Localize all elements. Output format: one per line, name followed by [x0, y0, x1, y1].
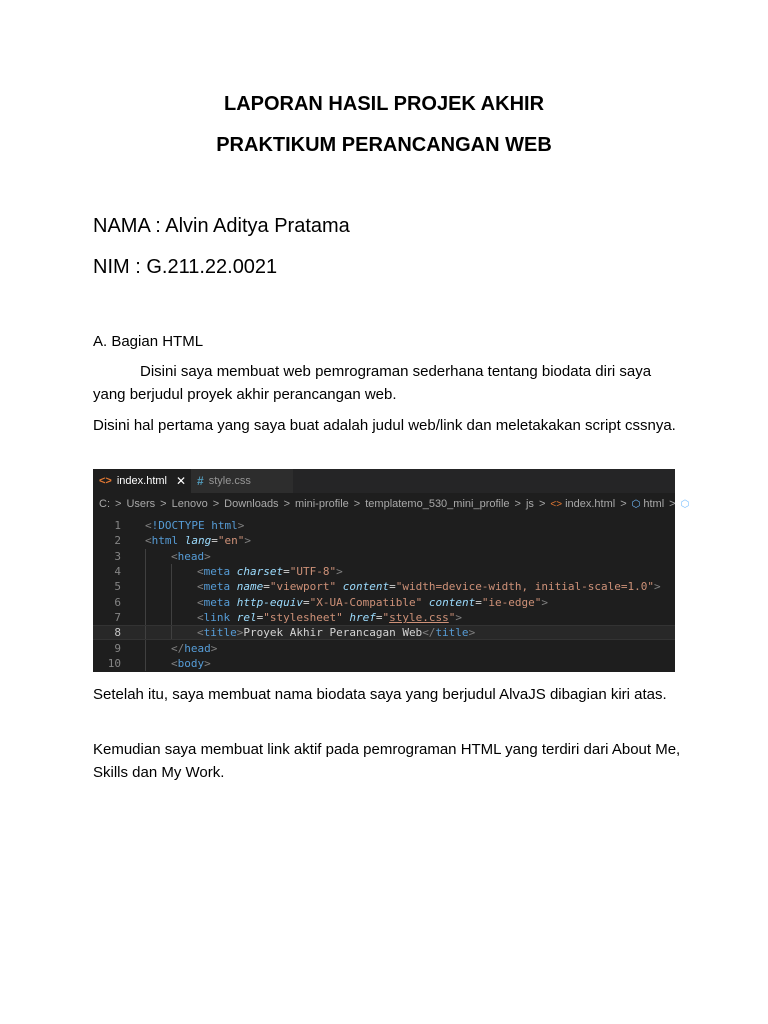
chevron-right-icon: > — [115, 498, 122, 510]
code-editor-screenshot — [93, 469, 690, 672]
breadcrumb-item[interactable]: js — [525, 498, 534, 510]
tab-index-html[interactable] — [93, 469, 191, 493]
indent-guide — [145, 594, 146, 609]
breadcrumb-item[interactable]: html — [643, 498, 665, 510]
code-text: <!DOCTYPE html> — [145, 519, 245, 533]
chevron-right-icon: > — [160, 498, 167, 510]
code-text: </head> — [171, 641, 218, 655]
tab-style-css[interactable] — [191, 469, 293, 493]
css-file-icon: # — [197, 474, 204, 488]
code-text: <title>Proyek Akhir Perancagan Web</title> — [197, 626, 476, 640]
section-heading: A. Bagian HTML — [93, 333, 204, 350]
code-text: <meta http-equiv="X-UA-Compatible" content="ie-edge"> — [197, 595, 549, 609]
html-file-icon: <> — [99, 475, 112, 487]
line-number: 1 — [114, 519, 121, 533]
chevron-right-icon: > — [353, 498, 361, 510]
code-line[interactable] — [93, 594, 675, 609]
indent-guide — [145, 610, 146, 625]
code-area[interactable] — [93, 515, 675, 671]
breadcrumb-item[interactable]: templatemo_530_mini_profile — [365, 498, 510, 510]
line-number: 5 — [114, 580, 121, 594]
code-text: <meta name="viewport" content="width=device-width, initial-scale=1.0"> — [197, 580, 661, 594]
document-title-line-1: LAPORAN HASIL PROJEK AKHIR — [223, 93, 545, 115]
breadcrumb — [93, 493, 690, 515]
paragraph-intro-text: Disini saya membuat web pemrograman sederhana tentang biodata diri saya yang berjudul proyek akhir perancangan web. — [93, 363, 652, 403]
breadcrumb-item[interactable]: mini-profile — [295, 498, 349, 510]
indent-guide — [171, 579, 172, 594]
indent-guide — [145, 626, 146, 639]
paragraph-first-step: Disini hal pertama yang saya buat adalah judul web/link dan meletakakan script cssnya. — [93, 417, 676, 434]
code-line[interactable] — [93, 640, 675, 655]
indent-guide — [171, 564, 172, 579]
code-line[interactable] — [93, 564, 675, 579]
student-nim: NIM : G.211.22.0021 — [93, 256, 278, 278]
breadcrumb-item[interactable]: C: — [99, 498, 110, 510]
line-number: 8 — [114, 626, 121, 640]
indent-guide — [145, 564, 146, 579]
code-line[interactable] — [93, 610, 675, 625]
indent-guide — [145, 656, 146, 671]
indent-guide — [171, 626, 172, 639]
line-number: 7 — [114, 610, 121, 624]
code-line[interactable] — [93, 656, 675, 671]
code-text: <meta charset="UTF-8"> — [197, 565, 343, 579]
element-icon: ⬡ — [631, 498, 641, 510]
breadcrumb-item[interactable]: Downloads — [224, 498, 279, 510]
indent-guide — [171, 594, 172, 609]
student-name: NAMA : Alvin Aditya Pratama — [93, 215, 350, 237]
tab-label: index.html — [116, 475, 167, 487]
line-number: 9 — [114, 641, 121, 655]
chevron-right-icon: > — [669, 498, 676, 510]
code-text: <body> — [171, 656, 211, 670]
indent-guide — [171, 610, 172, 625]
paragraph-active-links: Kemudian saya membuat link aktif pada pemrograman HTML yang terdiri dari About Me, Skills dan My Work. — [93, 741, 681, 781]
code-line[interactable] — [93, 549, 675, 564]
breadcrumb-item[interactable]: Lenovo — [171, 498, 208, 510]
chevron-right-icon: > — [514, 498, 521, 510]
breadcrumb-item[interactable]: index.html — [565, 498, 616, 510]
line-number: 3 — [114, 549, 121, 563]
indent-guide — [145, 579, 146, 594]
close-icon[interactable]: ✕ — [176, 474, 187, 488]
editor-tab-bar — [93, 469, 675, 493]
document-title-line-2: PRAKTIKUM PERANCANGAN WEB — [216, 134, 552, 156]
line-number: 2 — [114, 534, 121, 548]
line-number: 6 — [114, 595, 121, 609]
html-file-icon: <> — [550, 498, 563, 510]
tab-label: style.css — [208, 475, 251, 487]
chevron-right-icon: > — [283, 498, 290, 510]
code-line[interactable] — [93, 518, 675, 533]
paragraph-intro — [93, 360, 683, 406]
code-text: <head> — [171, 549, 211, 563]
code-line[interactable] — [93, 533, 675, 548]
code-text: <html lang="en"> — [145, 534, 251, 548]
code-line[interactable] — [93, 579, 675, 594]
line-number: 4 — [114, 565, 121, 579]
line-number: 10 — [107, 656, 121, 670]
code-line[interactable] — [93, 625, 675, 640]
chevron-right-icon: > — [212, 498, 220, 510]
paragraph-biodata-name: Setelah itu, saya membuat nama biodata saya yang berjudul AlvaJS dibagian kiri atas. — [93, 686, 667, 703]
indent-guide — [145, 549, 146, 564]
code-text: <link rel="stylesheet" href="style.css"> — [197, 610, 462, 624]
chevron-right-icon: > — [620, 498, 627, 510]
breadcrumb-item[interactable]: Users — [126, 498, 156, 510]
chevron-right-icon: > — [538, 498, 546, 510]
element-icon: ⬡ — [680, 498, 690, 510]
indent-guide — [145, 640, 146, 655]
